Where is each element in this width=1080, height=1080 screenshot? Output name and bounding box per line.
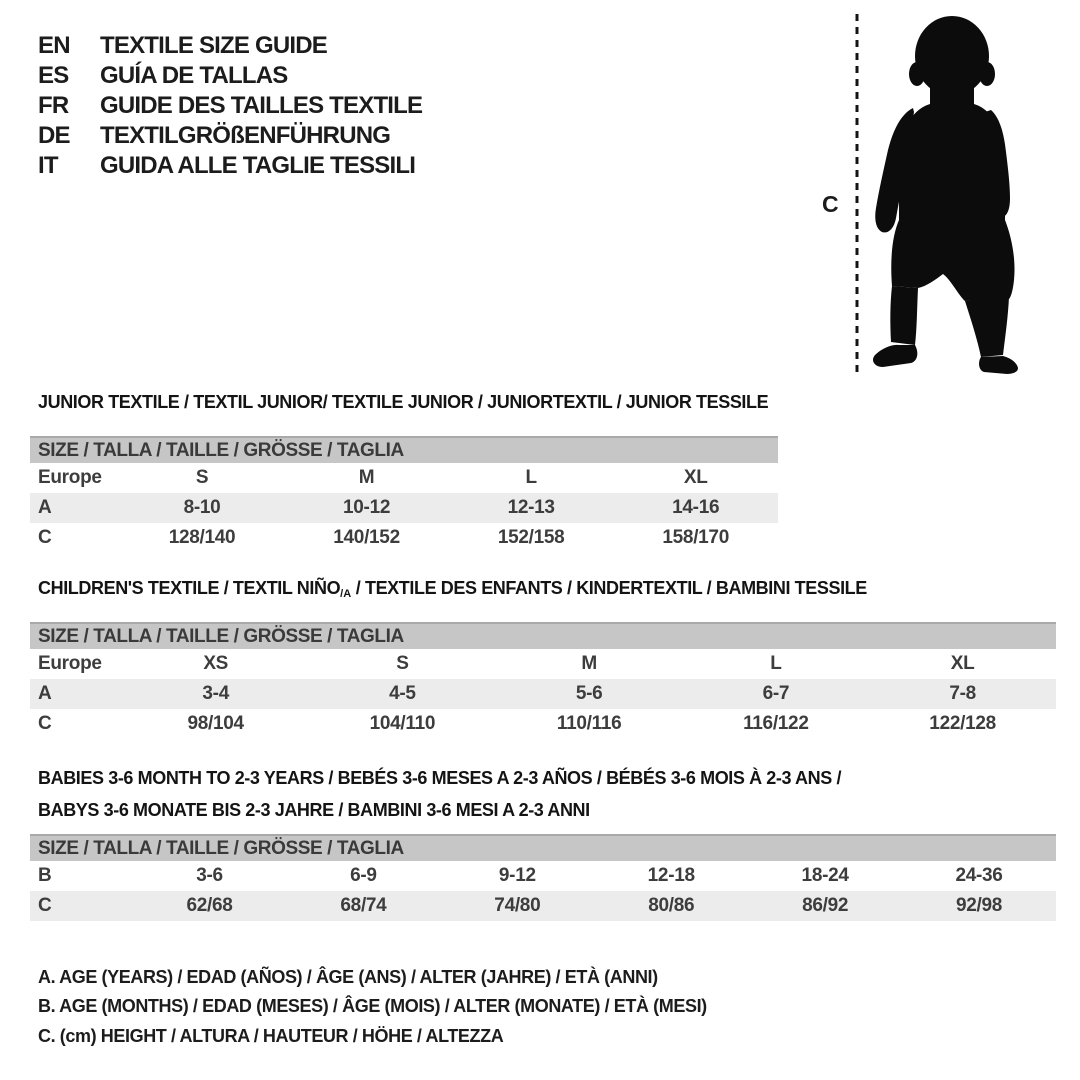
row-label: A [30,493,120,523]
cell: 9-12 [498,865,536,886]
table-row-europe [30,463,778,493]
language-row-es [38,61,422,91]
cell: 6-9 [350,865,377,886]
size-header-row [30,835,1056,861]
row-label: B [38,865,52,886]
cell: S [195,467,209,488]
children-heading-sub: /A [340,588,352,600]
cell: 110/116 [556,713,622,734]
table-row-height-cm [30,523,778,553]
table-row-age-years [30,493,778,523]
cell: 92/98 [902,891,1056,921]
cell: 68/74 [286,891,440,921]
row-label: Europe [38,467,102,488]
row-label: A [30,679,122,709]
cell: XS [203,653,229,674]
babies-section-heading-line1: BABIES 3-6 MONTH TO 2-3 YEARS / BEBÉS 3-6 MESES A 2-3 AÑOS / BÉBÉS 3-6 MOIS À 2-3 ANS / [38,768,842,788]
cell: 3-4 [122,679,309,709]
size-header-label: SIZE / TALLA / TAILLE / GRÖSSE / TAGLIA [30,623,1056,649]
cell: 62/68 [133,891,287,921]
cell: 7-8 [869,679,1056,709]
children-size-table [30,622,1056,739]
language-title: TEXTILGRÖßENFÜHRUNG [100,122,391,149]
cell: M [358,467,375,488]
cell: S [396,653,409,674]
cell: 5-6 [496,679,683,709]
language-row-en [38,31,422,61]
junior-size-table [30,436,778,553]
cell: 140/152 [333,527,400,548]
cell: 8-10 [120,493,285,523]
row-label: C [38,713,52,734]
babies-section-heading-line2: BABYS 3-6 MONATE BIS 2-3 JAHRE / BAMBINI 3-6 MESI A 2-3 ANNI [38,800,590,820]
cell: 18-24 [801,865,849,886]
size-header-label: SIZE / TALLA / TAILLE / GRÖSSE / TAGLIA [30,437,778,463]
babies-size-table [30,834,1056,921]
language-code: EN [38,32,70,59]
cell: 12-18 [647,865,695,886]
language-code: FR [38,92,69,119]
cell: M [581,653,597,674]
cell: 12-13 [449,493,614,523]
language-list [38,31,422,181]
cell: 3-6 [196,865,223,886]
table-row-height-cm [30,891,1056,921]
children-section-heading [38,578,867,601]
table-row-age-years [30,679,1056,709]
cell: 86/92 [748,891,902,921]
cell: XL [950,653,975,674]
table-row-height-cm [30,709,1056,739]
cell: 14-16 [613,493,778,523]
cell: 10-12 [284,493,449,523]
legend-age-years: A. AGE (YEARS) / EDAD (AÑOS) / ÂGE (ANS) / ALTER (JAHRE) / ETÀ (ANNI) [38,967,658,987]
junior-section-heading: JUNIOR TEXTILE / TEXTIL JUNIOR/ TEXTILE JUNIOR / JUNIORTEXTIL / JUNIOR TESSILE [38,392,769,412]
language-row-fr [38,91,422,121]
height-measure-label: C [822,191,839,217]
row-label: C [38,527,52,548]
cell: 4-5 [309,679,496,709]
cell: 128/140 [168,527,236,548]
legend-height-cm: C. (cm) HEIGHT / ALTURA / HAUTEUR / HÖHE / ALTEZZA [38,1026,504,1046]
row-label: C [30,891,133,921]
table-row-age-months [30,861,1056,891]
cell: L [770,653,782,674]
legend-age-months: B. AGE (MONTHS) / EDAD (MESES) / ÂGE (MOIS) / ALTER (MONATE) / ETÀ (MESI) [38,996,707,1016]
language-title: TEXTILE SIZE GUIDE [100,32,327,59]
cell: 6-7 [682,679,869,709]
cell: XL [683,467,708,488]
cell: 24-36 [955,865,1003,886]
language-row-de [38,121,422,151]
toddler-silhouette [855,8,1030,380]
cell: 98/104 [187,713,244,734]
language-title: GUIDE DES TAILLES TEXTILE [100,92,423,119]
cell: 80/86 [594,891,748,921]
size-header-row [30,623,1056,649]
language-title: GUÍA DE TALLAS [100,62,288,89]
language-row-it [38,151,422,181]
cell: 152/158 [497,527,565,548]
cell: 116/122 [743,713,809,734]
language-code: IT [38,152,58,179]
language-code: DE [38,122,70,149]
language-code: ES [38,62,69,89]
language-title: GUIDA ALLE TAGLIE TESSILI [100,152,416,179]
row-label: Europe [38,653,102,674]
toddler-body [873,16,1018,374]
cell: 122/128 [929,713,996,734]
size-header-row [30,437,778,463]
cell: 158/170 [662,527,729,548]
table-row-europe [30,649,1056,679]
cell: 104/110 [369,713,436,734]
cell: L [525,467,537,488]
cell: 74/80 [440,891,594,921]
size-header-label: SIZE / TALLA / TAILLE / GRÖSSE / TAGLIA [30,835,1056,861]
children-heading-prefix: CHILDREN'S TEXTILE / TEXTIL NIÑO [38,578,341,598]
children-heading-suffix: / TEXTILE DES ENFANTS / KINDERTEXTIL / BAMBINI TESSILE [351,578,867,598]
